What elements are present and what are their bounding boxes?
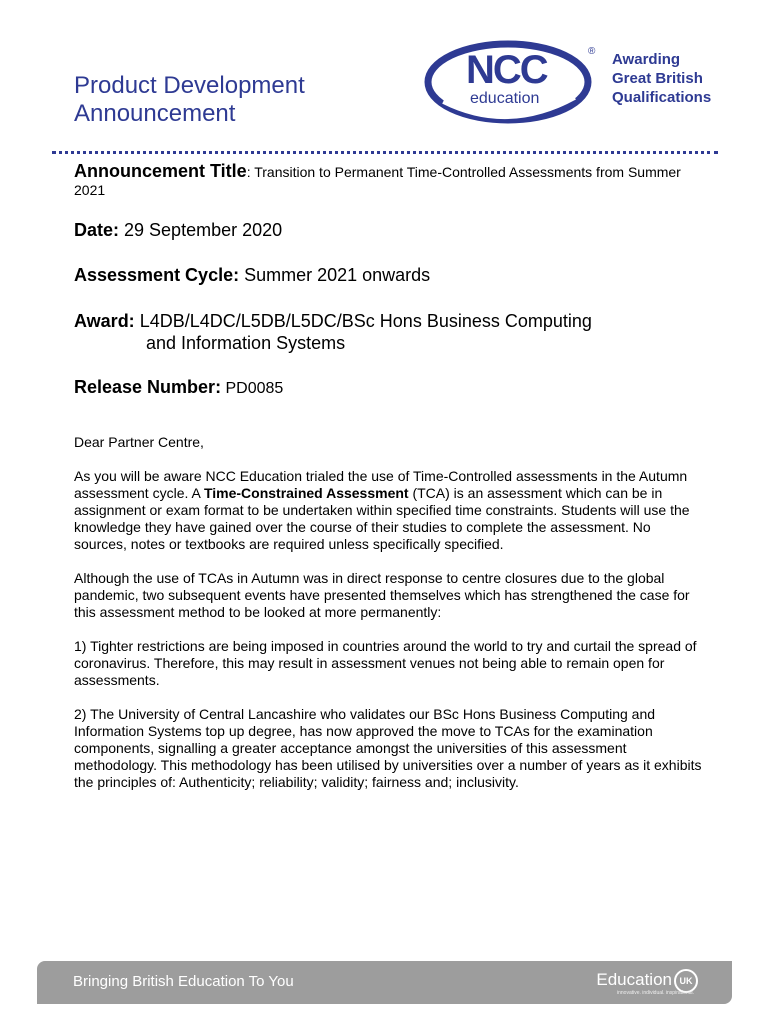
letter-body: [74, 434, 704, 808]
paragraph-3: 1) Tighter restrictions are being imposed in countries around the world to try and curtail the spread of coronavirus. Therefore, this may result in assessment venues not being able to remain open for assessments.: [74, 638, 697, 688]
dotted-divider: [52, 151, 718, 154]
page-title-line1: Product Development: [74, 72, 305, 99]
page-title-line2: Announcement: [74, 100, 236, 127]
logo-ncc-text: NCC: [466, 48, 547, 92]
footer-bar: [37, 961, 732, 1004]
release-number-label: Release Number:: [74, 377, 222, 397]
logo-tagline-line1: Awarding: [612, 51, 681, 68]
paragraph-1-start: As you will be aware NCC Education trialed the use of Time-Controlled assessments in the Autumn assessment cycle. A: [74, 468, 688, 501]
announcement-title-field: [74, 162, 714, 199]
paragraph-4: 2) The University of Central Lancashire who validates our BSc Hons Business Computing and Information Systems top up degree, has now approved the move to TCAs for the examination components, signalling a greater acceptance amongst the universities of this assessment methodology. This methodology has been utilised by universities over a number of years as it exhibits the principles of: Authenticity; reliability; validity; fairness and; inclusivity.: [74, 706, 702, 790]
release-number-value: PD0085: [221, 380, 284, 397]
announcement-title-value: : Transition to Permanent Time-Controlled Assessments from Summer 2021: [74, 164, 681, 198]
paragraph-1: [74, 468, 704, 553]
footer-education-brand: Education: [596, 970, 672, 989]
award-label: Award:: [74, 311, 135, 331]
award-field: [74, 310, 592, 354]
tca-term: Time-Constrained Assessment: [203, 485, 409, 501]
logo-tagline-line3: Qualifications: [612, 89, 712, 106]
page-title: [74, 72, 305, 128]
paragraph-2: Although the use of TCAs in Autumn was in direct response to centre closures due to the global pandemic, two subsequent events have presented themselves which has strengthened the case for this assessment method to be looked at more permanently:: [74, 570, 690, 620]
release-number-field: [74, 377, 283, 398]
date-field: [74, 220, 282, 241]
award-value-line2: and Information Systems: [146, 333, 346, 353]
salutation: Dear Partner Centre,: [74, 434, 204, 450]
ncc-logo: [424, 40, 724, 124]
footer-slogan: Bringing British Education To You: [73, 973, 294, 990]
registered-mark: ®: [588, 46, 596, 57]
announcement-title-label: Announcement Title: [74, 161, 247, 181]
footer-subtagline: innovative. individual. inspirational.: [617, 990, 694, 996]
logo-tagline-line2: Great British: [612, 70, 703, 87]
logo-education-text: education: [470, 90, 540, 107]
paragraph-1-end: (TCA) is an assessment which can be in assignment or exam format to be undertaken within specified time constraints. Students will use the knowledge they have gained over the course of their studies to complete the assessment. No sources, notes or textbooks are required unless specifically specified.: [74, 485, 690, 552]
assessment-cycle-label: Assessment Cycle:: [74, 265, 240, 285]
assessment-cycle-field: [74, 265, 430, 286]
date-value: 29 September 2020: [119, 220, 283, 240]
logo-tagline: [612, 50, 711, 107]
uk-badge-icon: UK: [674, 969, 698, 993]
award-value-line1: L4DB/L4DC/L5DB/L5DC/BSc Hons Business Computing: [134, 311, 592, 331]
date-label: Date:: [74, 220, 120, 240]
assessment-cycle-value: Summer 2021 onwards: [239, 265, 431, 285]
